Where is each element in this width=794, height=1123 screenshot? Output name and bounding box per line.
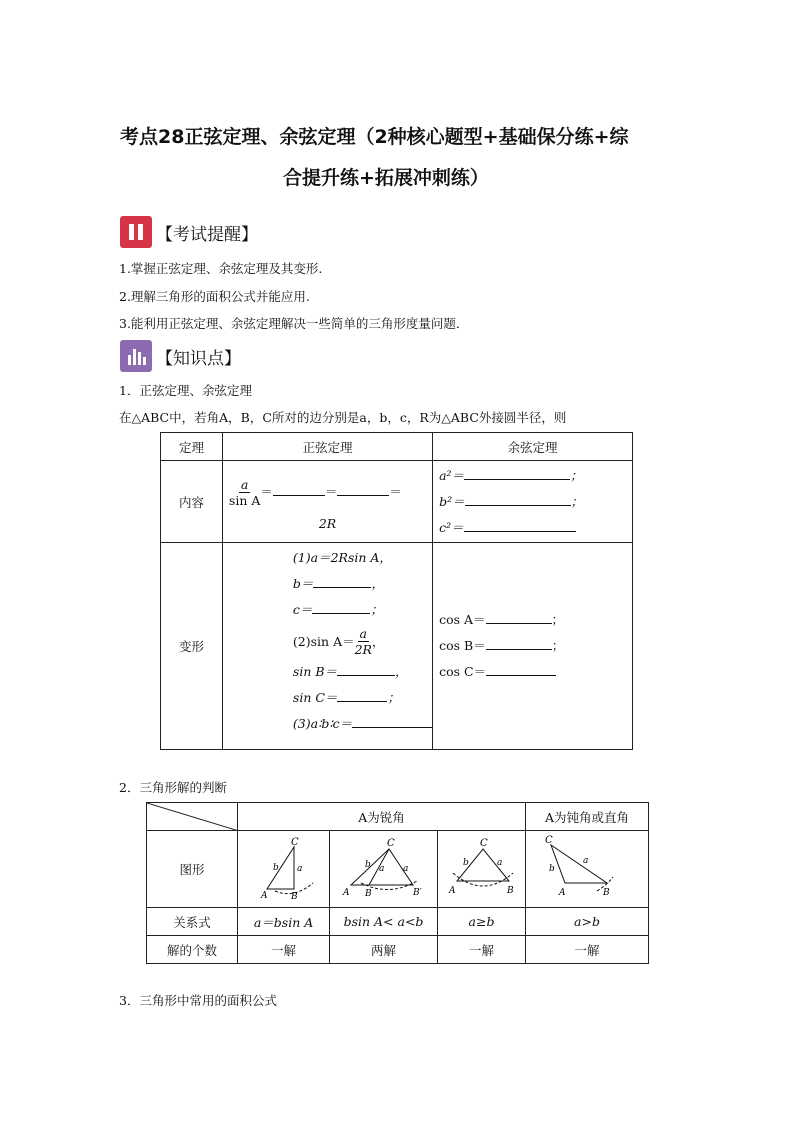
figure-obtuse-angle (526, 831, 649, 908)
cosine-content-cell: a²＝ ； b²＝ ； c²＝ (433, 461, 633, 543)
sine-cosine-table (160, 432, 633, 750)
table1-row-variant-label: 变形 (161, 543, 223, 750)
svg-text:A: A (448, 885, 455, 896)
knowledge-section-label: 【知识点】 (156, 348, 241, 369)
relation-1: a＝bsin A (238, 908, 330, 936)
svg-text:a: a (496, 857, 502, 868)
svg-text:B: B (603, 887, 610, 898)
svg-text:A: A (260, 890, 268, 901)
svg-text:C: C (386, 837, 395, 849)
sine-variant-cell: (1)a＝2Rsin A， b＝ ， c＝ ； (2)sin A＝ $\frac{a}{2R}$ ， sin B＝ ， sin C＝ ； (3)a∶b∶c＝ (222, 543, 432, 750)
table2-row-figure-label: 图形 (147, 831, 238, 908)
point1-intro: 在△ABC中，若角A，B，C所对的边分别是a，b，c，R为△ABC外接圆半径，则 (119, 410, 567, 425)
table2-row-relation-label: 关系式 (147, 908, 238, 936)
svg-text:B: B (290, 891, 298, 902)
sine-content-cell: $\frac{a}{\text{sin A}}$ ＝ ＝ ＝ 2R (222, 461, 432, 543)
figure-two-solutions (330, 831, 438, 908)
exam-item-3: 3.能利用正弦定理、余弦定理解决一些简单的三角形度量问题． (119, 316, 469, 331)
svg-text:B: B (364, 888, 372, 899)
table2-row-count-label: 解的个数 (147, 936, 238, 964)
table2-header-acute: A为锐角 (238, 803, 526, 831)
figure-one-solution-right (238, 831, 330, 908)
svg-text:A: A (559, 887, 566, 898)
exam-item-2: 2.理解三角形的面积公式并能应用. (119, 289, 310, 304)
table2-header-obtuse: A为钝角或直角 (526, 803, 649, 831)
page-title-line2: 合提升练+拓展冲刺练） (283, 167, 489, 189)
svg-text:a: a (583, 855, 589, 866)
point3-title: 3．三角形中常用的面积公式 (119, 993, 277, 1008)
sine-fraction: $\frac{a}{\text{sin A}}$ (228, 476, 261, 508)
svg-text:a: a (402, 863, 408, 874)
point1-title: 1．正弦定理、余弦定理 (119, 383, 252, 398)
count-3: 一解 (438, 936, 526, 964)
svg-text:b: b (364, 859, 371, 870)
pause-bars-icon (120, 216, 152, 248)
relation-3: a≥b (438, 908, 526, 936)
bar-chart-icon (120, 340, 152, 372)
figure-one-solution-a-ge-b (438, 831, 526, 908)
sine-content-2r: 2R (318, 515, 337, 531)
svg-text:b: b (462, 857, 469, 868)
svg-text:C: C (479, 837, 488, 849)
exam-section-label: 【考试提醒】 (156, 224, 258, 245)
table1-header-cosine: 余弦定理 (433, 433, 633, 461)
svg-text:A: A (342, 887, 350, 898)
knowledge-section-header (120, 340, 241, 372)
svg-text:b: b (549, 863, 555, 874)
exam-section-header (120, 216, 258, 248)
table1-header-theorem: 定理 (161, 433, 223, 461)
table1-header-sine: 正弦定理 (222, 433, 432, 461)
svg-text:B: B (506, 885, 514, 896)
relation-2: bsin A< a<b (330, 908, 438, 936)
svg-text:B′: B′ (412, 887, 422, 898)
table1-row-content-label: 内容 (161, 461, 223, 543)
table2-corner-cell (147, 803, 238, 831)
point2-title: 2．三角形解的判断 (119, 780, 227, 795)
blank (337, 483, 389, 496)
count-2: 两解 (330, 936, 438, 964)
blank (273, 483, 325, 496)
svg-text:a: a (378, 863, 384, 874)
svg-text:b: b (272, 862, 279, 873)
relation-4: a>b (526, 908, 649, 936)
triangle-solution-table (146, 802, 649, 964)
count-4: 一解 (526, 936, 649, 964)
cosine-variant-cell: cos A＝ ； cos B＝ ； cos C＝ (433, 543, 633, 750)
svg-text:a: a (296, 863, 302, 874)
exam-item-1: 1.掌握正弦定理、余弦定理及其变形. (119, 261, 323, 276)
svg-text:C: C (545, 834, 553, 846)
svg-text:C: C (290, 836, 299, 848)
count-1: 一解 (238, 936, 330, 964)
page-title-line1: 考点28正弦定理、余弦定理（2种核心题型+基础保分练+综 (120, 126, 629, 148)
